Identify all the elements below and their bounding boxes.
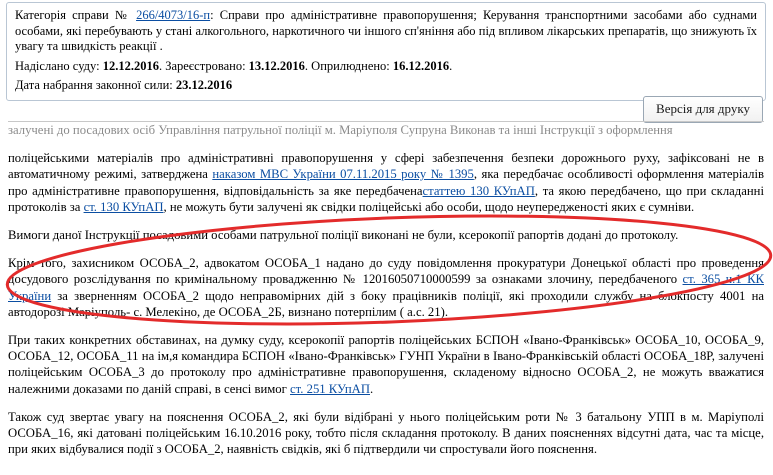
case-category-line	[15, 8, 757, 55]
effective-date-line	[15, 78, 757, 94]
published-label: . Оприлюднено:	[304, 58, 393, 73]
text-run: .	[370, 381, 374, 396]
text-run: , яка передбачає особливості оформлення матеріалів про адміністративне правопорушення, відповідальність за яке передбачена	[8, 167, 764, 198]
paragraph-instruction	[8, 150, 764, 215]
case-info-card	[6, 2, 766, 101]
published-date: 16.12.2016	[392, 58, 450, 73]
case-dates-line	[15, 59, 757, 75]
registered-date: 13.12.2016	[248, 58, 305, 73]
published-suffix: .	[449, 58, 453, 73]
print-version-button[interactable]: Версія для друку	[643, 96, 763, 123]
st-365-kk-ukraine-link[interactable]: ст. 365 ч.1 КК України	[8, 272, 764, 303]
paragraph-evidence-assessment	[8, 332, 764, 397]
paragraph-requirements	[8, 227, 764, 243]
text-run: за зверненням ОСОБА_2 щодо неправомірних дій з боку працівників поліції, які проходили службу на блокпосту 4001 на автодорозі Маріуполь- с. Мелекіно, де ОСОБА_2Б, визнано потерпілим ( а.с. 21).	[8, 288, 764, 319]
paragraph-clipped: залучені до посадових осіб Управління патрульної поліції м. Маріуполя Супруна Виконав та інші Інструкції з оформлення	[8, 123, 673, 137]
st-251-kupap-link[interactable]: ст. 251 КУпАП	[290, 381, 370, 396]
text-run: При таких конкретних обставинах, на думку суду, ксерокопії рапортів поліцейських БСПОН «Івано-Франківськ» ОСОБА_10, ОСОБА_9, ОСОБА_12, ОСОБА_11 на ім,я командира БСПОН «Івано-Франківськ» ГУНП України в Івано-Франківській області ОСОБА_18Р, залучені поліцейським ОСОБА_3 до протоколу про адміністративне правопорушення, складеному відносно ОСОБА_2, не можуть вважатися належними доказами по даній справі, в сенсі вимог	[8, 333, 764, 396]
paragraph-prosecutor-notice	[8, 255, 764, 320]
registered-label: . Зареєстровано:	[158, 58, 249, 73]
text-run: поліцейськими матеріалів про адміністративні правопорушення у сфері забезпечення безпеки дорожнього руху, зафіксовані не в автоматичному режимі, затверджена	[8, 151, 764, 182]
text-run: , не можуть бути залучені як свідки поліцейські або особи, щодо неупередженості яких є сумніви.	[163, 199, 695, 214]
sent-to-court-date: 12.12.2016	[102, 58, 159, 73]
text-run: Також суд звертає увагу на пояснення ОСОБА_2, які були відібрані у нього поліцейським роти № 3 батальону УПП в м. Маріуполі ОСОБА_16, які датовані поліцейським 16.10.2016 року, тобто після складання протоколу. В даних поясненнях відсутні дата, час та місце, при яких відбувалися події з ОСОБА_2, наявність свідків, які б підтвердили чи спростували його пояснення.	[8, 409, 764, 457]
article-130-kupap-link[interactable]: статтею 130 КУпАП	[422, 183, 535, 198]
st-130-kupap-link[interactable]: ст. 130 КУпАП	[83, 199, 164, 214]
decision-text-panel[interactable]	[8, 122, 764, 466]
effective-date-label: Дата набрання законної сили:	[15, 78, 176, 92]
text-run: Вимоги даної Інструкції посадовими особами патрульної поліції виконані не були, ксерокопії рапортів додані до протоколу.	[8, 228, 679, 243]
case-category-label: Категорія справи №	[15, 8, 137, 22]
mvs-order-link[interactable]: наказом МВС України 07.11.2015 року № 1395	[212, 167, 474, 182]
text-run: Крім того, захисником ОСОБА_2, адвокатом ОСОБА_1 надано до суду повідомлення прокуратури Донецької області про проведення досудового розслідування по кримінальному провадженню № 12016050710000599 за ознаками злочину, передбаченого	[8, 256, 764, 287]
case-number-link[interactable]: 266/4073/16-п	[136, 8, 211, 22]
effective-date-value: 23.12.2016	[175, 78, 233, 92]
paragraph-explanations	[8, 409, 764, 458]
case-category-text: : Справи про адміністративне правопорушення; Керування транспортними засобами або суднами особами, які перебувають у стані алкогольного, наркотичного чи іншого сп'яніння або під впливом лікарських препаратів, що знижують їх увагу та швидкість реакції .	[15, 8, 757, 53]
text-run: , та якою передбачено, що при складанні протоколів за	[8, 183, 764, 214]
sent-to-court-label: Надіслано суду:	[15, 58, 103, 73]
